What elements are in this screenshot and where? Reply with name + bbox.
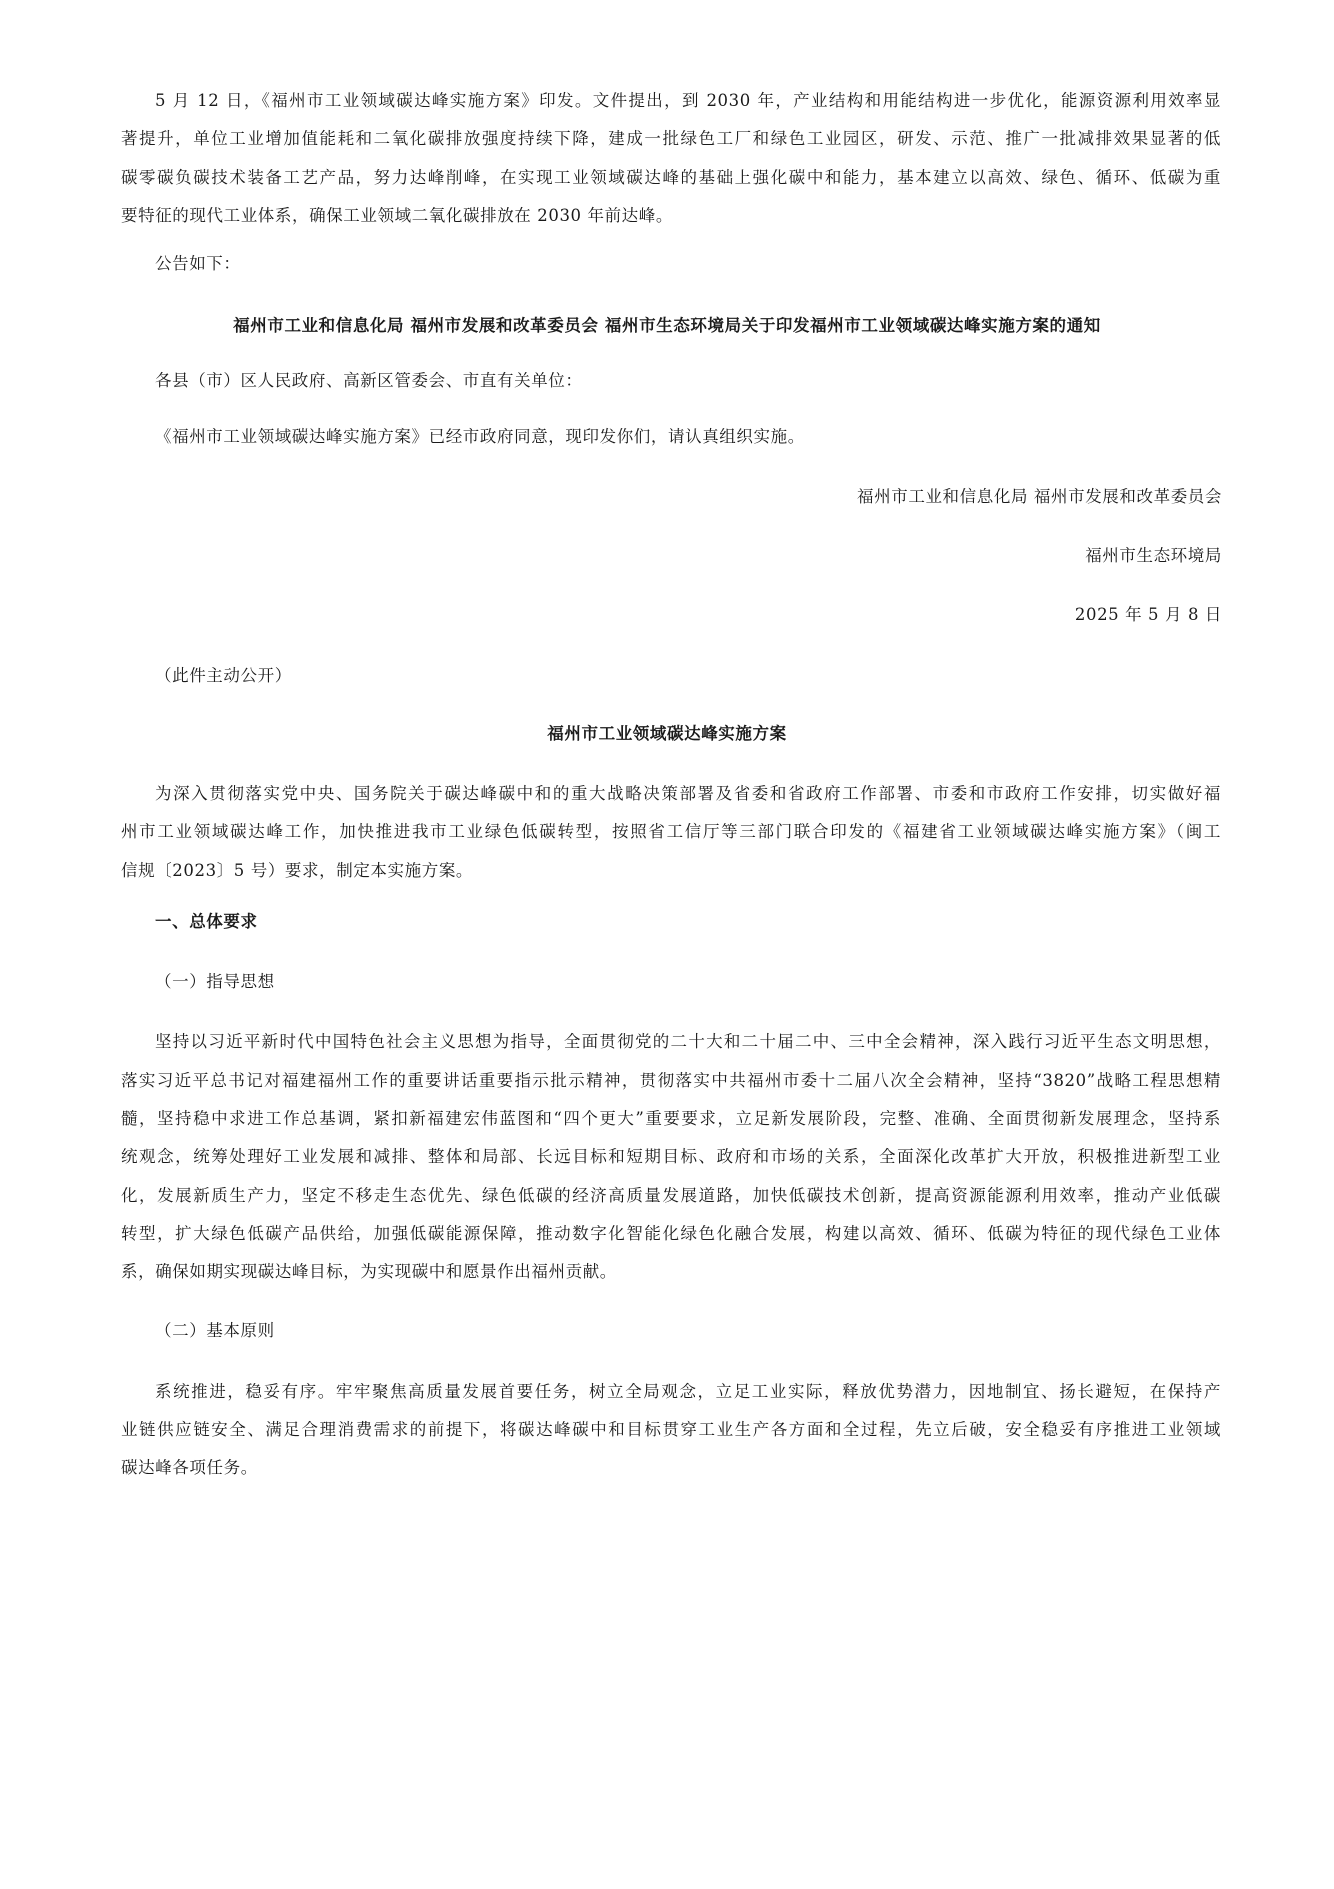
subsection-heading-basic-principles: （二）基本原则 [155, 1321, 275, 1340]
intro-line-1: 5 月 12 日，《福州市工业领域碳达峰实施方案》印发。文件提出，到 2030 年，产业结构和用能结构进一步优化，能源资源利用效率显 [155, 91, 1221, 110]
subsection-heading-guiding-thought: （一）指导思想 [155, 972, 275, 991]
notice-addressee: 各县（市）区人民政府、高新区管委会、市直有关单位： [155, 371, 583, 390]
principles-line-3: 碳达峰各项任务。 [121, 1458, 258, 1477]
preamble-line-2: 州市工业领域碳达峰工作，加快推进我市工业绿色低碳转型，按照省工信厅等三部门联合印发的《福建省工业领域碳达峰实施方案》（闽工 [121, 822, 1221, 841]
guiding-line-2: 落实习近平总书记对福建福州工作的重要讲话重要指示批示精神，贯彻落实中共福州市委十二届八次全会精神，坚持“3820”战略工程思想精 [121, 1071, 1221, 1090]
intro-line-3: 碳零碳负碳技术装备工艺产品，努力达峰削峰，在实现工业领域碳达峰的基础上强化碳中和能力，基本建立以高效、绿色、循环、低碳为重 [121, 168, 1221, 187]
notice-body: 《福州市工业领域碳达峰实施方案》已经市政府同意，现印发你们，请认真组织实施。 [155, 427, 805, 446]
guiding-line-3: 髓，坚持稳中求进工作总基调，紧扣新福建宏伟蓝图和“四个更大”重要要求，立足新发展阶段，完整、准确、全面贯彻新发展理念，坚持系 [121, 1109, 1221, 1128]
guiding-line-4: 统观念，统筹处理好工业发展和减排、整体和局部、长远目标和短期目标、政府和市场的关系，全面深化改革扩大开放，积极推进新型工业 [121, 1147, 1221, 1166]
signature-issuers: 福州市工业和信息化局 福州市发展和改革委员会 [857, 487, 1222, 506]
announce-text: 公告如下： [155, 254, 241, 273]
notice-title: 福州市工业和信息化局 福州市发展和改革委员会 福州市生态环境局关于印发福州市工业领域碳达峰实施方案的通知 [233, 316, 1101, 335]
signature-environment-bureau: 福州市生态环境局 [1085, 546, 1222, 565]
plan-title: 福州市工业领域碳达峰实施方案 [547, 724, 787, 743]
principles-line-2: 业链供应链安全、满足合理消费需求的前提下，将碳达峰碳中和目标贯穿工业生产各方面和全过程，先立后破，安全稳妥有序推进工业领域 [121, 1420, 1221, 1439]
preamble-line-3: 信规〔2023〕5 号）要求，制定本实施方案。 [121, 861, 474, 880]
intro-line-2: 著提升，单位工业增加值能耗和二氧化碳排放强度持续下降，建成一批绿色工厂和绿色工业园区，研发、示范、推广一批减排效果显著的低 [121, 129, 1221, 148]
guiding-line-7: 系，确保如期实现碳达峰目标，为实现碳中和愿景作出福州贡献。 [121, 1262, 617, 1281]
guiding-line-1: 坚持以习近平新时代中国特色社会主义思想为指导，全面贯彻党的二十大和二十届二中、三中全会精神，深入践行习近平生态文明思想， [155, 1032, 1221, 1051]
intro-line-4: 要特征的现代工业体系，确保工业领域二氧化碳排放在 2030 年前达峰。 [121, 206, 673, 225]
notice-date: 2025 年 5 月 8 日 [1074, 605, 1222, 624]
guiding-line-5: 化，发展新质生产力，坚定不移走生态优先、绿色低碳的经济高质量发展道路，加快低碳技术创新，提高资源能源利用效率，推动产业低碳 [121, 1186, 1221, 1205]
disclosure-note: （此件主动公开） [155, 666, 292, 685]
guiding-line-6: 转型，扩大绿色低碳产品供给，加强低碳能源保障，推动数字化智能化绿色化融合发展，构建以高效、循环、低碳为特征的现代绿色工业体 [121, 1224, 1221, 1243]
preamble-line-1: 为深入贯彻落实党中央、国务院关于碳达峰碳中和的重大战略决策部署及省委和省政府工作部署、市委和市政府工作安排，切实做好福 [155, 784, 1221, 803]
principles-line-1: 系统推进，稳妥有序。牢牢聚焦高质量发展首要任务，树立全局观念，立足工业实际，释放优势潜力，因地制宜、扬长避短，在保持产 [155, 1382, 1221, 1401]
section-heading-general-requirements: 一、总体要求 [155, 912, 258, 931]
